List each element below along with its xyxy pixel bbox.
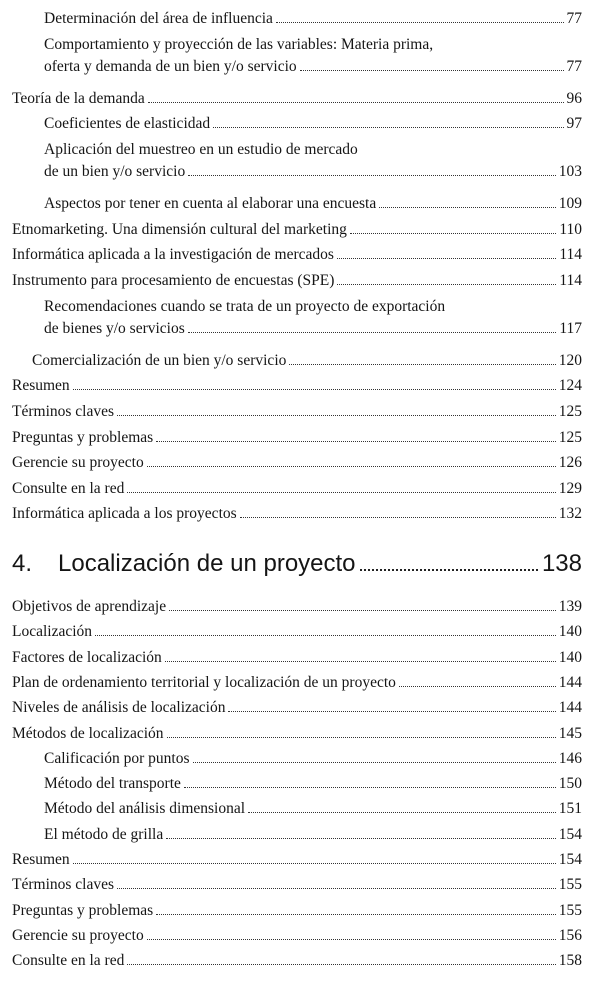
dot-leader bbox=[300, 70, 564, 71]
toc-entry[interactable] bbox=[12, 505, 582, 527]
toc-page-number: 126 bbox=[558, 454, 582, 472]
dot-leader bbox=[289, 364, 555, 365]
toc-entry-title: El método de grilla bbox=[44, 825, 164, 843]
toc-entry-title: Preguntas y problemas bbox=[12, 901, 154, 919]
toc-page-number: 145 bbox=[558, 724, 582, 742]
dot-leader bbox=[73, 863, 556, 864]
toc-entry[interactable] bbox=[12, 927, 582, 949]
chapter-heading[interactable] bbox=[12, 550, 582, 578]
dot-leader bbox=[248, 812, 556, 813]
toc-entry[interactable] bbox=[12, 952, 582, 974]
toc-entry-title: Etnomarketing. Una dimensión cultural del marketing bbox=[12, 220, 347, 238]
dot-leader bbox=[117, 888, 556, 889]
toc-page-number: 150 bbox=[558, 775, 582, 793]
dot-leader bbox=[240, 517, 556, 518]
toc-entry[interactable] bbox=[12, 876, 582, 898]
dot-leader bbox=[188, 332, 557, 333]
dot-leader bbox=[169, 610, 556, 611]
toc-page-number: 120 bbox=[558, 351, 582, 369]
dot-leader bbox=[165, 661, 556, 662]
toc-entry-title: Calificación por puntos bbox=[44, 749, 190, 767]
dot-leader bbox=[399, 686, 556, 687]
toc-entry[interactable] bbox=[12, 377, 582, 399]
toc-entry[interactable] bbox=[12, 429, 582, 451]
dot-leader bbox=[193, 762, 556, 763]
toc-entry-title: Instrumento para procesamiento de encuestas (SPE) bbox=[12, 272, 335, 289]
toc-entry-title: Método del análisis dimensional bbox=[44, 800, 246, 818]
toc-entry[interactable] bbox=[44, 195, 582, 217]
chapter-number: 4. bbox=[12, 550, 33, 577]
chapter-page-number: 138 bbox=[541, 550, 582, 577]
dot-leader bbox=[350, 233, 556, 234]
toc-entry[interactable] bbox=[44, 826, 582, 848]
dot-leader bbox=[276, 22, 564, 23]
toc-entry[interactable] bbox=[44, 10, 582, 32]
dot-leader bbox=[117, 415, 556, 416]
toc-page-number: 154 bbox=[558, 851, 582, 868]
toc-entry-title: Consulte en la red bbox=[12, 479, 125, 497]
toc-entry-title: Recomendaciones cuando se trata de un proyecto de exportación bbox=[44, 297, 446, 315]
toc-entry[interactable] bbox=[44, 115, 582, 137]
toc-entry[interactable] bbox=[12, 272, 582, 294]
toc-entry-title: Teoría de la demanda bbox=[12, 89, 145, 107]
toc-entry-title: Determinación del área de influencia bbox=[44, 10, 273, 27]
toc-page-number: 158 bbox=[558, 952, 582, 970]
toc-entry-title: Aplicación del muestreo en un estudio de mercado bbox=[44, 141, 358, 158]
toc-entry-title: Coeficientes de elasticidad bbox=[44, 115, 211, 133]
toc-entry-title: Métodos de localización bbox=[12, 724, 164, 742]
toc-entry[interactable] bbox=[12, 623, 582, 645]
toc-entry[interactable] bbox=[12, 649, 582, 671]
toc-page-number: 117 bbox=[559, 319, 582, 337]
toc-entry[interactable] bbox=[44, 298, 582, 342]
toc-page-number: 132 bbox=[558, 505, 582, 523]
dot-leader bbox=[379, 207, 556, 208]
toc-page-number: 156 bbox=[558, 926, 582, 944]
toc-entry-title: Aspectos por tener en cuenta al elaborar una encuesta bbox=[44, 195, 377, 213]
toc-page-number: 151 bbox=[558, 800, 582, 818]
toc-page-number: 144 bbox=[558, 699, 582, 717]
dot-leader bbox=[337, 284, 556, 285]
toc-entry[interactable] bbox=[12, 902, 582, 924]
toc-entry-title: Gerencie su proyecto bbox=[12, 454, 144, 472]
dot-leader bbox=[148, 102, 564, 103]
dot-leader bbox=[167, 737, 556, 738]
dot-leader bbox=[147, 939, 556, 940]
toc-page-number: 77 bbox=[566, 57, 582, 75]
toc-entry-title: Consulte en la red bbox=[12, 952, 125, 970]
toc-page-number: 97 bbox=[566, 115, 582, 133]
toc-page-number: 154 bbox=[558, 825, 582, 843]
toc-entry-title: Objetivos de aprendizaje bbox=[12, 598, 167, 615]
dot-leader bbox=[166, 838, 556, 839]
toc-entry-title: Informática aplicada a la investigación de mercados bbox=[12, 246, 334, 264]
toc-entry[interactable] bbox=[12, 851, 582, 873]
toc-page-number: 146 bbox=[558, 749, 582, 767]
toc-page-number: 124 bbox=[558, 377, 582, 395]
toc-page-number: 140 bbox=[558, 648, 582, 666]
toc-page-number: 114 bbox=[559, 246, 582, 264]
dot-leader bbox=[156, 441, 556, 442]
toc-page-number: 103 bbox=[558, 163, 582, 180]
toc-page-number: 155 bbox=[558, 901, 582, 919]
toc-entry[interactable] bbox=[12, 480, 582, 502]
toc-entry-title: de un bien y/o servicio bbox=[44, 163, 186, 180]
toc-page-number: 139 bbox=[558, 598, 582, 615]
toc-entry[interactable] bbox=[12, 699, 582, 721]
dot-leader bbox=[188, 175, 556, 176]
dot-leader bbox=[156, 914, 556, 915]
toc-entry[interactable] bbox=[12, 246, 582, 268]
toc-entry-title: Método del transporte bbox=[44, 775, 181, 793]
toc-page-number: 109 bbox=[558, 195, 582, 213]
dot-leader bbox=[337, 258, 556, 259]
toc-page-number: 96 bbox=[566, 89, 582, 107]
dot-leader bbox=[73, 389, 556, 390]
dot-leader bbox=[127, 964, 555, 965]
toc-entry[interactable] bbox=[44, 36, 582, 80]
toc-page-number: 77 bbox=[566, 10, 582, 27]
toc-page-number: 110 bbox=[559, 220, 582, 238]
toc-entry[interactable] bbox=[32, 352, 582, 374]
toc-entry-title: oferta y demanda de un bien y/o servicio bbox=[44, 57, 297, 75]
toc-page-number: 125 bbox=[558, 403, 582, 420]
toc-entry[interactable] bbox=[12, 90, 582, 112]
toc-entry[interactable] bbox=[12, 725, 582, 747]
toc-entry-title: Resumen bbox=[12, 851, 70, 868]
dot-leader bbox=[184, 787, 556, 788]
toc-entry-title: de bienes y/o servicios bbox=[44, 319, 185, 337]
toc-entry[interactable] bbox=[44, 800, 582, 822]
toc-entry[interactable] bbox=[12, 674, 582, 696]
toc-entry-title: Comportamiento y proyección de las variables: Materia prima, bbox=[44, 35, 434, 53]
toc-page-number: 125 bbox=[558, 428, 582, 446]
toc-entry-title: Términos claves bbox=[12, 876, 115, 894]
toc-entry-title: Niveles de análisis de localización bbox=[12, 699, 226, 717]
toc-entry[interactable] bbox=[12, 598, 582, 620]
toc-entry-title: Comercialización de un bien y/o servicio bbox=[32, 351, 287, 369]
toc-entry[interactable] bbox=[44, 750, 582, 772]
toc-entry-title: Términos claves bbox=[12, 403, 115, 420]
dot-leader bbox=[147, 466, 556, 467]
toc-entry-title: Factores de localización bbox=[12, 648, 162, 666]
toc-entry[interactable] bbox=[12, 403, 582, 425]
dot-leader bbox=[127, 492, 555, 493]
toc-entry[interactable] bbox=[12, 221, 582, 243]
toc-entry-title: Informática aplicada a los proyectos bbox=[12, 505, 237, 523]
toc-entry[interactable] bbox=[44, 141, 582, 185]
toc-page-number: 140 bbox=[558, 623, 582, 641]
toc-entry[interactable] bbox=[12, 454, 582, 476]
toc-entry-title: Plan de ordenamiento territorial y localización de un proyecto bbox=[12, 673, 396, 691]
toc-page-number: 114 bbox=[559, 272, 582, 289]
toc-entry-title: Localización bbox=[12, 623, 93, 641]
dot-leader bbox=[228, 711, 555, 712]
toc-entry[interactable] bbox=[44, 775, 582, 797]
toc-page-number: 144 bbox=[558, 673, 582, 691]
dot-leader bbox=[213, 127, 563, 128]
chapter-title: Localización de un proyecto bbox=[58, 550, 356, 577]
toc-entry-title: Preguntas y problemas bbox=[12, 428, 154, 446]
toc-entry-title: Gerencie su proyecto bbox=[12, 926, 144, 944]
toc-entry-title: Resumen bbox=[12, 377, 70, 395]
dot-leader bbox=[360, 569, 538, 571]
toc-page-number: 155 bbox=[558, 876, 582, 894]
dot-leader bbox=[95, 635, 556, 636]
toc-page-number: 129 bbox=[558, 479, 582, 497]
